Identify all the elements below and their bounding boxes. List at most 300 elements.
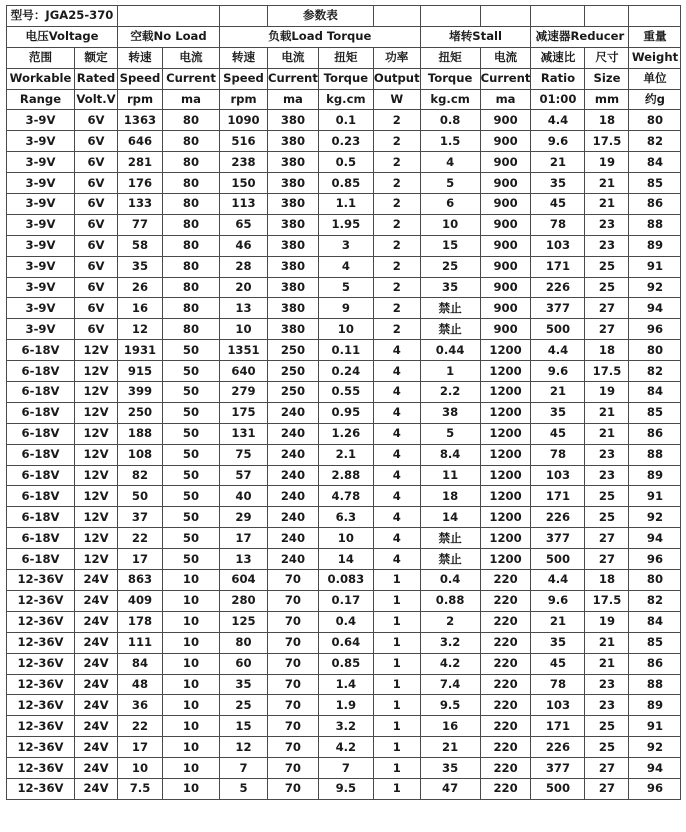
table-cell: 7 xyxy=(220,758,268,779)
table-cell: 94 xyxy=(629,528,681,549)
table-cell: 80 xyxy=(163,319,220,340)
table-cell: 85 xyxy=(629,402,681,423)
table-cell: 50 xyxy=(163,528,220,549)
table-cell: 82 xyxy=(629,131,681,152)
table-cell: 1200 xyxy=(480,382,531,403)
table-cell: 6-18V xyxy=(7,486,75,507)
table-cell: 12-36V xyxy=(7,695,75,716)
table-cell: 88 xyxy=(629,214,681,235)
table-cell: 15 xyxy=(420,235,480,256)
table-cell: 21 xyxy=(585,173,629,194)
table-row xyxy=(7,758,681,779)
table-cell: 16 xyxy=(420,716,480,737)
table-cell: 21 xyxy=(531,382,585,403)
table-cell: 24V xyxy=(75,674,118,695)
table-cell: 2 xyxy=(373,152,420,173)
table-cell: 24V xyxy=(75,590,118,611)
table-row xyxy=(7,173,681,194)
header-cell: Speed xyxy=(118,68,163,89)
table-row xyxy=(7,194,681,215)
header-cell: Current xyxy=(268,68,319,89)
header-cell: 电流 xyxy=(163,47,220,68)
table-cell: 226 xyxy=(531,507,585,528)
table-cell: 9.6 xyxy=(531,590,585,611)
table-cell: 25 xyxy=(585,737,629,758)
table-cell: 108 xyxy=(118,444,163,465)
table-cell: 0.4 xyxy=(420,570,480,591)
table-cell: 12-36V xyxy=(7,590,75,611)
table-cell: 70 xyxy=(268,590,319,611)
table-cell: 60 xyxy=(220,653,268,674)
table-cell: 2 xyxy=(373,277,420,298)
table-cell: 12-36V xyxy=(7,653,75,674)
table-row xyxy=(7,695,681,716)
table-cell: 24V xyxy=(75,611,118,632)
table-row xyxy=(7,235,681,256)
table-cell: 48 xyxy=(118,674,163,695)
table-cell: 80 xyxy=(163,194,220,215)
table-cell: 26 xyxy=(118,277,163,298)
table-cell: 2 xyxy=(373,110,420,131)
table-cell: 12V xyxy=(75,528,118,549)
table-cell: 1 xyxy=(373,570,420,591)
table-cell: 1 xyxy=(373,590,420,611)
spec-table-body xyxy=(7,6,681,800)
table-cell: 35 xyxy=(420,277,480,298)
table-row xyxy=(7,214,681,235)
table-cell: 18 xyxy=(585,570,629,591)
table-cell: 0.11 xyxy=(318,340,373,361)
header-cell: kg.cm xyxy=(318,89,373,110)
table-cell: 4 xyxy=(373,465,420,486)
table-cell: 6V xyxy=(75,256,118,277)
table-cell: 13 xyxy=(220,298,268,319)
table-cell: 500 xyxy=(531,778,585,799)
header-cell: 扭矩 xyxy=(318,47,373,68)
table-cell: 6V xyxy=(75,298,118,319)
table-cell: 3-9V xyxy=(7,194,75,215)
table-cell: 646 xyxy=(118,131,163,152)
table-cell: 7.5 xyxy=(118,778,163,799)
table-cell: 45 xyxy=(531,423,585,444)
table-row xyxy=(7,256,681,277)
table-row xyxy=(7,716,681,737)
header-cell: 范围 xyxy=(7,47,75,68)
table-cell: 1200 xyxy=(480,423,531,444)
table-row xyxy=(7,298,681,319)
table-cell: 6-18V xyxy=(7,507,75,528)
table-cell: 86 xyxy=(629,194,681,215)
table-cell: 220 xyxy=(480,674,531,695)
table-cell: 19 xyxy=(585,611,629,632)
table-cell: 2.1 xyxy=(318,444,373,465)
table-cell: 4 xyxy=(373,528,420,549)
header-row-units xyxy=(7,89,681,110)
table-cell: 6.3 xyxy=(318,507,373,528)
blank-cell xyxy=(629,6,681,27)
table-cell: 3-9V xyxy=(7,110,75,131)
table-cell: 9.5 xyxy=(420,695,480,716)
table-cell: 915 xyxy=(118,361,163,382)
header-cell: ma xyxy=(163,89,220,110)
table-cell: 2 xyxy=(373,131,420,152)
table-cell: 58 xyxy=(118,235,163,256)
table-cell: 4 xyxy=(373,361,420,382)
table-cell: 380 xyxy=(268,214,319,235)
table-cell: 92 xyxy=(629,277,681,298)
table-cell: 23 xyxy=(585,695,629,716)
table-cell: 220 xyxy=(480,570,531,591)
table-cell: 70 xyxy=(268,570,319,591)
table-row xyxy=(7,528,681,549)
table-cell: 70 xyxy=(268,716,319,737)
table-cell: 4 xyxy=(373,423,420,444)
table-cell: 131 xyxy=(220,423,268,444)
table-cell: 57 xyxy=(220,465,268,486)
table-cell: 77 xyxy=(118,214,163,235)
table-cell: 12-36V xyxy=(7,758,75,779)
table-row xyxy=(7,277,681,298)
table-cell: 80 xyxy=(163,256,220,277)
table-cell: 80 xyxy=(163,131,220,152)
table-cell: 9.6 xyxy=(531,131,585,152)
table-cell: 12V xyxy=(75,402,118,423)
table-cell: 23 xyxy=(585,465,629,486)
table-cell: 0.55 xyxy=(318,382,373,403)
table-cell: 3-9V xyxy=(7,235,75,256)
no-load-group-header: 空载No Load xyxy=(118,26,220,47)
table-cell: 380 xyxy=(268,131,319,152)
table-cell: 12V xyxy=(75,423,118,444)
table-cell: 12-36V xyxy=(7,674,75,695)
table-cell: 84 xyxy=(629,611,681,632)
table-cell: 50 xyxy=(163,465,220,486)
table-cell: 9 xyxy=(318,298,373,319)
table-cell: 18 xyxy=(585,110,629,131)
table-cell: 1200 xyxy=(480,486,531,507)
table-cell: 1.1 xyxy=(318,194,373,215)
table-cell: 6-18V xyxy=(7,444,75,465)
table-cell: 176 xyxy=(118,173,163,194)
table-cell: 10 xyxy=(220,319,268,340)
blank-cell xyxy=(531,6,585,27)
table-cell: 900 xyxy=(480,214,531,235)
table-cell: 12-36V xyxy=(7,570,75,591)
blank-cell xyxy=(585,6,629,27)
table-cell: 80 xyxy=(629,340,681,361)
header-cell: rpm xyxy=(118,89,163,110)
table-row xyxy=(7,737,681,758)
table-cell: 25 xyxy=(585,277,629,298)
table-cell: 1.4 xyxy=(318,674,373,695)
table-cell: 240 xyxy=(268,423,319,444)
table-cell: 35 xyxy=(420,758,480,779)
table-cell: 21 xyxy=(420,737,480,758)
table-cell: 900 xyxy=(480,277,531,298)
header-cell: Ratio xyxy=(531,68,585,89)
header-cell: 功率 xyxy=(373,47,420,68)
table-cell: 10 xyxy=(420,214,480,235)
table-cell: 80 xyxy=(163,214,220,235)
table-cell: 10 xyxy=(118,758,163,779)
table-cell: 50 xyxy=(118,486,163,507)
table-cell: 80 xyxy=(629,570,681,591)
table-cell: 2 xyxy=(373,298,420,319)
header-row-en xyxy=(7,68,681,89)
weight-group-header: 重量 xyxy=(629,26,681,47)
header-cell: Weight xyxy=(629,47,681,68)
table-cell: 10 xyxy=(163,590,220,611)
table-cell: 380 xyxy=(268,256,319,277)
table-cell: 171 xyxy=(531,256,585,277)
table-cell: 12V xyxy=(75,507,118,528)
table-cell: 50 xyxy=(163,382,220,403)
table-cell: 70 xyxy=(268,758,319,779)
table-cell: 50 xyxy=(163,507,220,528)
table-cell: 900 xyxy=(480,131,531,152)
table-cell: 12V xyxy=(75,444,118,465)
table-cell: 0.17 xyxy=(318,590,373,611)
table-cell: 94 xyxy=(629,758,681,779)
header-cell: 额定 xyxy=(75,47,118,68)
table-cell: 0.85 xyxy=(318,653,373,674)
table-cell: 96 xyxy=(629,549,681,570)
table-cell: 0.44 xyxy=(420,340,480,361)
table-cell: 2 xyxy=(373,214,420,235)
table-cell: 17 xyxy=(118,737,163,758)
table-cell: 220 xyxy=(480,758,531,779)
table-cell: 27 xyxy=(585,778,629,799)
table-cell: 50 xyxy=(163,486,220,507)
table-cell: 1 xyxy=(373,674,420,695)
header-cell: mm xyxy=(585,89,629,110)
table-cell: 4 xyxy=(420,152,480,173)
table-cell: 250 xyxy=(268,361,319,382)
table-cell: 6V xyxy=(75,110,118,131)
table-cell: 4 xyxy=(373,340,420,361)
table-cell: 50 xyxy=(163,423,220,444)
table-cell: 1200 xyxy=(480,444,531,465)
table-cell: 0.083 xyxy=(318,570,373,591)
table-cell: 1 xyxy=(373,695,420,716)
table-cell: 3-9V xyxy=(7,131,75,152)
table-cell: 12 xyxy=(118,319,163,340)
table-cell: 1 xyxy=(373,632,420,653)
table-cell: 27 xyxy=(585,549,629,570)
table-cell: 1 xyxy=(373,653,420,674)
table-cell: 40 xyxy=(220,486,268,507)
table-cell: 21 xyxy=(585,653,629,674)
table-cell: 6V xyxy=(75,131,118,152)
table-cell: 10 xyxy=(163,570,220,591)
table-cell: 86 xyxy=(629,423,681,444)
table-cell: 88 xyxy=(629,444,681,465)
table-cell: 0.8 xyxy=(420,110,480,131)
table-cell: 21 xyxy=(585,632,629,653)
table-row xyxy=(7,507,681,528)
table-cell: 6V xyxy=(75,277,118,298)
table-cell: 27 xyxy=(585,758,629,779)
table-cell: 900 xyxy=(480,152,531,173)
table-cell: 1.26 xyxy=(318,423,373,444)
table-cell: 35 xyxy=(220,674,268,695)
header-cell: Volt.V xyxy=(75,89,118,110)
table-cell: 12-36V xyxy=(7,737,75,758)
table-row xyxy=(7,361,681,382)
table-cell: 380 xyxy=(268,110,319,131)
table-cell: 4.2 xyxy=(318,737,373,758)
table-cell: 10 xyxy=(163,632,220,653)
table-cell: 6-18V xyxy=(7,361,75,382)
table-cell: 7.4 xyxy=(420,674,480,695)
header-cell: ma xyxy=(268,89,319,110)
table-cell: 17 xyxy=(118,549,163,570)
table-cell: 92 xyxy=(629,507,681,528)
table-row xyxy=(7,465,681,486)
table-cell: 250 xyxy=(268,340,319,361)
table-cell: 3-9V xyxy=(7,277,75,298)
table-cell: 1 xyxy=(373,758,420,779)
table-row xyxy=(7,382,681,403)
table-cell: 6-18V xyxy=(7,549,75,570)
table-cell: 133 xyxy=(118,194,163,215)
table-row xyxy=(7,653,681,674)
table-cell: 禁止 xyxy=(420,298,480,319)
table-cell: 15 xyxy=(220,716,268,737)
table-cell: 4 xyxy=(373,549,420,570)
table-cell: 91 xyxy=(629,256,681,277)
table-cell: 13 xyxy=(220,549,268,570)
table-cell: 78 xyxy=(531,214,585,235)
table-cell: 70 xyxy=(268,674,319,695)
table-cell: 1363 xyxy=(118,110,163,131)
table-cell: 2.88 xyxy=(318,465,373,486)
table-cell: 禁止 xyxy=(420,528,480,549)
table-cell: 46 xyxy=(220,235,268,256)
table-cell: 37 xyxy=(118,507,163,528)
table-cell: 1351 xyxy=(220,340,268,361)
table-row xyxy=(7,402,681,423)
table-cell: 29 xyxy=(220,507,268,528)
table-cell: 0.95 xyxy=(318,402,373,423)
table-cell: 80 xyxy=(163,277,220,298)
table-cell: 25 xyxy=(585,507,629,528)
table-cell: 10 xyxy=(318,319,373,340)
table-cell: 91 xyxy=(629,486,681,507)
table-cell: 4 xyxy=(373,382,420,403)
header-cell: 01:00 xyxy=(531,89,585,110)
header-cell: 转速 xyxy=(220,47,268,68)
table-cell: 5 xyxy=(318,277,373,298)
table-cell: 27 xyxy=(585,319,629,340)
table-row xyxy=(7,423,681,444)
table-cell: 23 xyxy=(585,444,629,465)
table-cell: 6V xyxy=(75,235,118,256)
header-cell: kg.cm xyxy=(420,89,480,110)
table-cell: 96 xyxy=(629,319,681,340)
table-cell: 45 xyxy=(531,653,585,674)
stall-group-header: 堵转Stall xyxy=(420,26,531,47)
table-cell: 84 xyxy=(629,152,681,173)
table-cell: 12V xyxy=(75,465,118,486)
table-cell: 240 xyxy=(268,402,319,423)
table-cell: 188 xyxy=(118,423,163,444)
table-cell: 5 xyxy=(420,173,480,194)
table-cell: 0.85 xyxy=(318,173,373,194)
table-cell: 12-36V xyxy=(7,778,75,799)
table-cell: 10 xyxy=(163,695,220,716)
table-cell: 0.88 xyxy=(420,590,480,611)
title-row xyxy=(7,6,681,27)
table-cell: 3.2 xyxy=(318,716,373,737)
table-cell: 238 xyxy=(220,152,268,173)
table-cell: 399 xyxy=(118,382,163,403)
table-cell: 500 xyxy=(531,319,585,340)
table-cell: 80 xyxy=(163,152,220,173)
table-cell: 78 xyxy=(531,444,585,465)
table-cell: 6-18V xyxy=(7,423,75,444)
table-cell: 78 xyxy=(531,674,585,695)
table-cell: 50 xyxy=(163,444,220,465)
table-cell: 516 xyxy=(220,131,268,152)
table-cell: 3 xyxy=(318,235,373,256)
table-cell: 70 xyxy=(268,653,319,674)
table-cell: 35 xyxy=(531,632,585,653)
header-cell: Torque xyxy=(318,68,373,89)
table-cell: 89 xyxy=(629,695,681,716)
table-cell: 175 xyxy=(220,402,268,423)
table-cell: 80 xyxy=(220,632,268,653)
table-cell: 900 xyxy=(480,298,531,319)
blank-cell xyxy=(373,6,420,27)
table-cell: 7 xyxy=(318,758,373,779)
table-cell: 281 xyxy=(118,152,163,173)
table-cell: 1200 xyxy=(480,340,531,361)
reducer-group-header: 减速器Reducer xyxy=(531,26,629,47)
table-cell: 4.2 xyxy=(420,653,480,674)
table-cell: 3-9V xyxy=(7,319,75,340)
table-cell: 28 xyxy=(220,256,268,277)
table-cell: 6V xyxy=(75,319,118,340)
table-cell: 45 xyxy=(531,194,585,215)
table-cell: 409 xyxy=(118,590,163,611)
table-cell: 80 xyxy=(163,298,220,319)
table-cell: 113 xyxy=(220,194,268,215)
table-cell: 111 xyxy=(118,632,163,653)
table-cell: 3-9V xyxy=(7,152,75,173)
table-cell: 21 xyxy=(585,402,629,423)
table-cell: 24V xyxy=(75,737,118,758)
table-cell: 380 xyxy=(268,152,319,173)
table-cell: 171 xyxy=(531,716,585,737)
table-row xyxy=(7,486,681,507)
table-cell: 6V xyxy=(75,214,118,235)
blank-cell xyxy=(420,6,480,27)
table-cell: 23 xyxy=(585,674,629,695)
table-cell: 220 xyxy=(480,632,531,653)
table-cell: 92 xyxy=(629,737,681,758)
table-cell: 0.64 xyxy=(318,632,373,653)
table-cell: 3-9V xyxy=(7,256,75,277)
table-cell: 900 xyxy=(480,110,531,131)
table-cell: 36 xyxy=(118,695,163,716)
header-cell: 约g xyxy=(629,89,681,110)
table-cell: 900 xyxy=(480,173,531,194)
table-cell: 4 xyxy=(373,444,420,465)
table-cell: 2 xyxy=(373,173,420,194)
table-row xyxy=(7,632,681,653)
table-cell: 900 xyxy=(480,235,531,256)
